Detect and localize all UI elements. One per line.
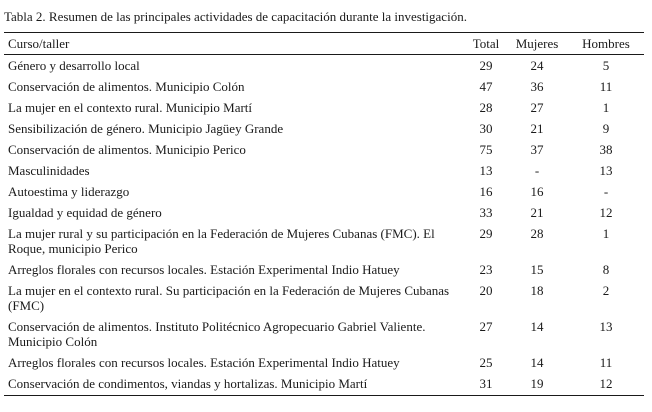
table-row [4,181,644,202]
cell-hombres: 11 [599,355,613,370]
table-header [4,33,644,55]
table-row [4,280,644,316]
table-body [4,55,644,396]
cell-course: Masculinidades [8,163,90,178]
cell-total: 23 [479,262,493,277]
cell-hombres: 12 [568,373,644,396]
cell-mujeres: 24 [530,58,544,73]
cell-hombres: 5 [602,58,610,73]
activities-table [4,32,644,396]
cell-mujeres: 37 [530,142,544,157]
header-mujeres: Mujeres [506,33,568,55]
cell-total: 29 [479,58,493,73]
cell-total: 13 [479,163,493,178]
cell-course: Autoestima y liderazgo [8,184,130,199]
table-row [4,139,644,160]
cell-hombres: 9 [602,121,610,136]
cell-course: Igualdad y equidad de género [8,205,162,220]
cell-mujeres: 19 [506,373,568,396]
table-row [4,373,644,396]
cell-mujeres: 36 [530,79,544,94]
table-row [4,97,644,118]
cell-total: 27 [479,319,493,334]
cell-mujeres: 14 [530,355,544,370]
cell-mujeres: 16 [530,184,544,199]
table-row [4,76,644,97]
cell-hombres: 8 [602,262,610,277]
table-row [4,352,644,373]
cell-total: 31 [466,373,506,396]
cell-course: La mujer en el contexto rural. Su participación en la Federación de Mujeres Cubanas (FMC) [8,283,450,313]
cell-course: Conservación de alimentos. Instituto Politécnico Agropecuario Gabriel Valiente. Municipio Colón [8,319,426,349]
table-row [4,316,644,352]
cell-mujeres: 21 [530,205,544,220]
table-row [4,118,644,139]
cell-total: 28 [479,100,493,115]
cell-mujeres: - [534,163,540,178]
cell-mujeres: 27 [530,100,544,115]
cell-total: 20 [479,283,493,298]
cell-course: Género y desarrollo local [8,58,140,73]
cell-hombres: 12 [599,205,613,220]
cell-course: La mujer rural y su participación en la Federación de Mujeres Cubanas (FMC). El Roque, municipio Perico [8,226,435,256]
cell-mujeres: 28 [530,226,544,241]
cell-total: 47 [479,79,493,94]
cell-hombres: 13 [599,163,613,178]
header-hombres: Hombres [568,33,644,55]
cell-course: Conservación de condimentos, viandas y hortalizas. Municipio Martí [4,373,466,396]
cell-mujeres: 14 [530,319,544,334]
cell-hombres: 11 [599,79,613,94]
table-row [4,259,644,280]
cell-course: Conservación de alimentos. Municipio Colón [8,79,245,94]
cell-hombres: 2 [602,283,610,298]
table-row [4,160,644,181]
cell-mujeres: 18 [530,283,544,298]
cell-hombres: 1 [602,226,610,241]
cell-course: La mujer en el contexto rural. Municipio Martí [8,100,253,115]
table-row [4,223,644,259]
cell-total: 33 [479,205,493,220]
cell-total: 29 [479,226,493,241]
cell-course: Arreglos florales con recursos locales. Estación Experimental Indio Hatuey [8,262,400,277]
table-caption: Tabla 2. Resumen de las principales actividades de capacitación durante la investigación. [4,9,467,24]
table-row [4,55,644,77]
cell-total: 75 [479,142,493,157]
cell-total: 30 [479,121,493,136]
cell-course: Arreglos florales con recursos locales. Estación Experimental Indio Hatuey [8,355,400,370]
cell-mujeres: 21 [530,121,544,136]
header-row [4,33,644,55]
table-row [4,202,644,223]
cell-hombres: - [603,184,609,199]
cell-course: Conservación de alimentos. Municipio Perico [8,142,246,157]
cell-hombres: 38 [599,142,613,157]
cell-mujeres: 15 [530,262,544,277]
cell-course: Sensibilización de género. Municipio Jagüey Grande [8,121,284,136]
cell-hombres: 13 [599,319,613,334]
header-total: Total [466,33,506,55]
cell-hombres: 1 [602,100,610,115]
cell-total: 25 [479,355,493,370]
cell-total: 16 [479,184,493,199]
header-course: Curso/taller [4,33,466,55]
